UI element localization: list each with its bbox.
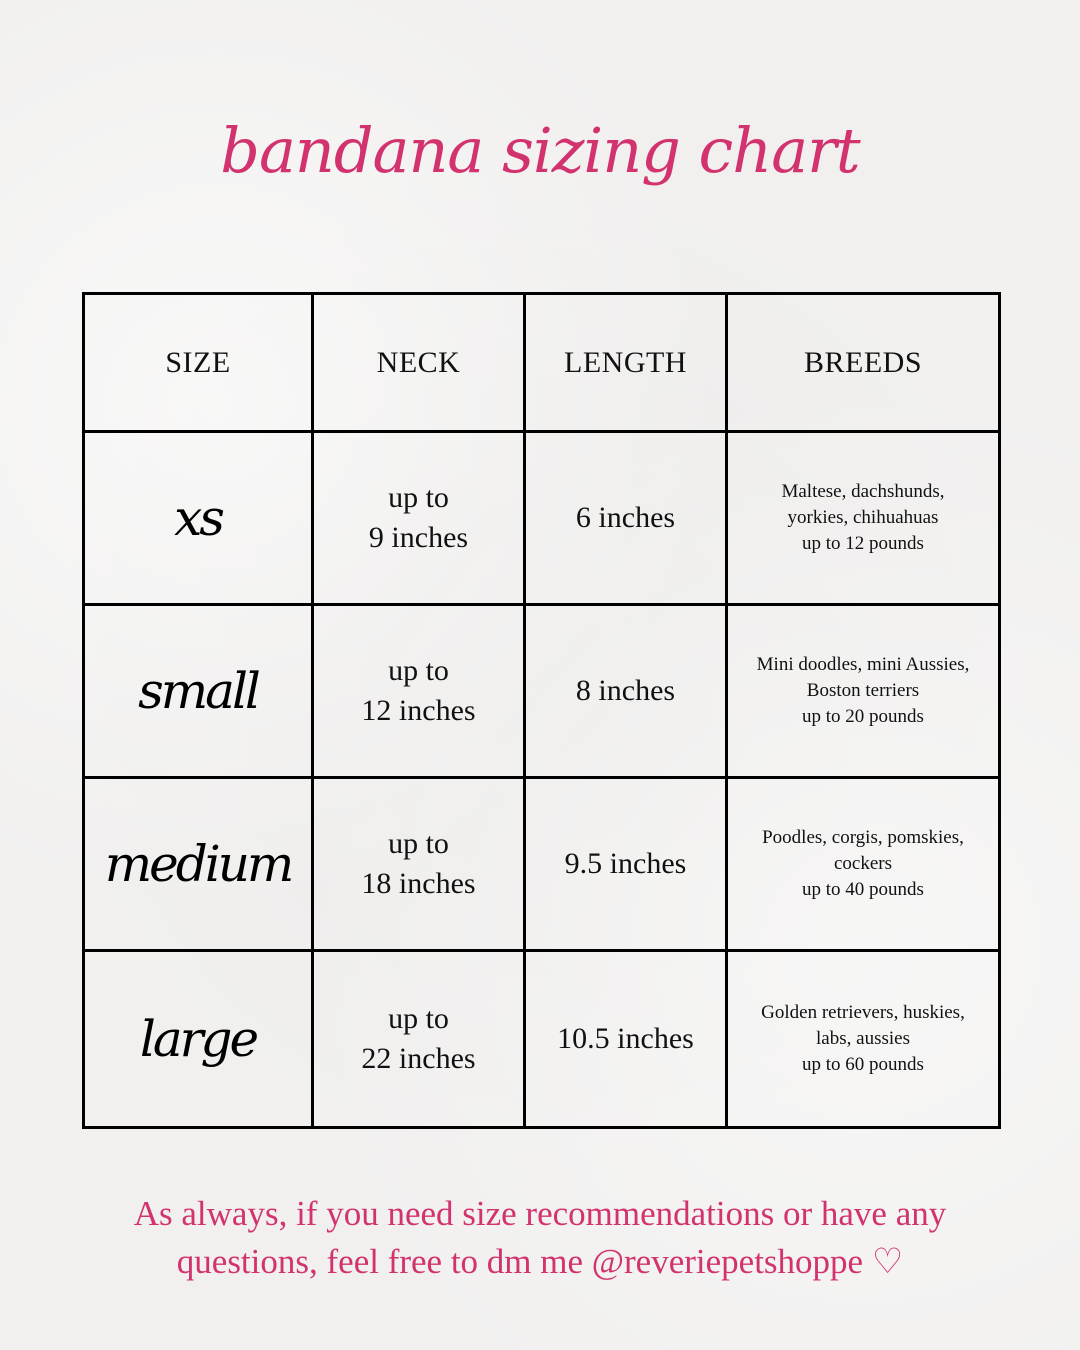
breeds-cell (727, 605, 1000, 778)
size-name: xs (174, 489, 222, 547)
table-row (84, 778, 1000, 951)
table-row (84, 951, 1000, 1128)
length-value: 10.5 inches (557, 1022, 694, 1055)
breeds-line2: yorkies, chihuahuas (787, 507, 939, 528)
breeds-line1: Maltese, dachshunds, (781, 481, 945, 502)
size-name: small (138, 662, 258, 720)
breeds-line3: up to 12 pounds (802, 533, 924, 554)
sizing-table (82, 292, 1001, 1129)
neck-line1: up to (388, 1002, 449, 1035)
size-cell (84, 605, 313, 778)
size-name: large (139, 1010, 257, 1068)
footer-note (60, 1190, 1020, 1286)
breeds-line1: Golden retrievers, huskies, (761, 1002, 965, 1023)
length-cell (525, 778, 727, 951)
neck-line1: up to (388, 481, 449, 514)
neck-line1: up to (388, 827, 449, 860)
size-cell (84, 778, 313, 951)
header-length: LENGTH (525, 294, 727, 432)
breeds-line3: up to 20 pounds (802, 706, 924, 727)
length-cell (525, 605, 727, 778)
footer-line1: As always, if you need size recommendations or have any (133, 1194, 947, 1233)
breeds-line3: up to 40 pounds (802, 879, 924, 900)
breeds-line2: labs, aussies (816, 1028, 910, 1049)
length-value: 8 inches (575, 674, 676, 707)
neck-cell (313, 778, 525, 951)
table-row (84, 432, 1000, 605)
neck-cell (313, 432, 525, 605)
breeds-line1: Mini doodles, mini Aussies, (756, 654, 970, 675)
neck-line1: up to (388, 654, 449, 687)
breeds-line2: Boston terriers (806, 680, 920, 701)
neck-cell (313, 605, 525, 778)
length-cell (525, 951, 727, 1128)
header-size: SIZE (84, 294, 313, 432)
neck-line2: 22 inches (361, 1042, 476, 1075)
header-breeds: BREEDS (727, 294, 1000, 432)
neck-cell (313, 951, 525, 1128)
size-name: medium (104, 835, 292, 893)
size-cell (84, 432, 313, 605)
breeds-cell (727, 432, 1000, 605)
breeds-line1: Poodles, corgis, pomskies, (762, 827, 964, 848)
length-value: 9.5 inches (564, 847, 687, 880)
page-title: bandana sizing chart (220, 114, 860, 187)
neck-line2: 12 inches (361, 694, 476, 727)
footer-line2: questions, feel free to dm me @reveriepetshoppe ♡ (176, 1242, 904, 1281)
length-value: 6 inches (575, 501, 676, 534)
breeds-cell (727, 951, 1000, 1128)
neck-line2: 18 inches (361, 867, 476, 900)
neck-line2: 9 inches (368, 521, 469, 554)
breeds-line3: up to 60 pounds (802, 1054, 924, 1075)
table-header-row (84, 294, 1000, 432)
header-neck: NECK (313, 294, 525, 432)
size-cell (84, 951, 313, 1128)
table-row (84, 605, 1000, 778)
breeds-cell (727, 778, 1000, 951)
breeds-line2: cockers (833, 853, 893, 874)
length-cell (525, 432, 727, 605)
